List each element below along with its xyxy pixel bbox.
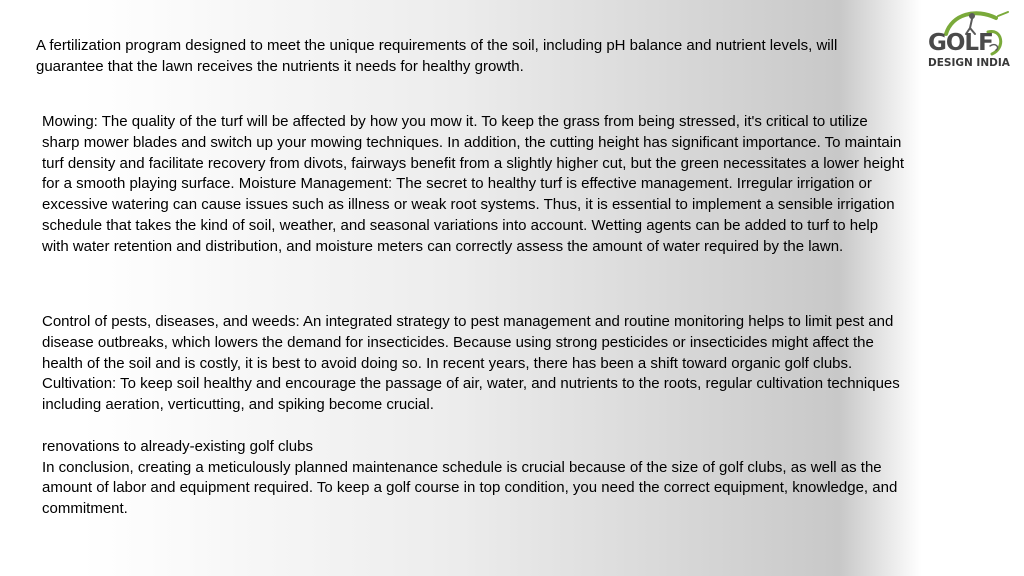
paragraph-pests-cultivation: Control of pests, diseases, and weeds: An integrated strategy to pest management and routine monitoring helps to limit pest and disease outbreaks, which lowers the demand for insecticides. Because using strong pesticides or insecticides might affect the health of the soil and is costly, it is best to avoid doing so. In recent years, there has been a shift toward organic golf clubs. Cultivation: To keep soil healthy and encourage the passage of air, water, and nutrients to the roots, regular cultivation techniques including aeration, verticutting, and spiking become crucial. renovations to already-existing golf clubs In conclusion, creating a meticulously planned maintenance schedule is crucial because of the size of golf clubs, as well as the amount of labor and equipment required. To keep a golf course in top condition, you need the correct equipment, knowledge, and commitment. — [42, 313, 900, 518]
logo-subline: DESIGN INDIA — [928, 57, 1010, 69]
paragraph-fertilization: A fertilization program designed to meet the unique requirements of the soil, including pH balance and nutrient levels, will guarantee that the lawn receives the nutrients it needs for healthy growth. — [36, 37, 838, 75]
golf-design-india-logo — [926, 8, 1018, 78]
logo-wordmark: GOLF — [928, 30, 993, 56]
paragraph-mowing: Mowing: The quality of the turf will be affected by how you mow it. To keep the grass from being stressed, it's critical to utilize sharp mower blades and switch up your mowing techniques. In addition, the cutting height has significant importance. To maintain turf density and facilitate recovery from divots, fairways benefit from a slightly higher cut, but the green necessitates a lower height for a smooth playing surface. Moisture Management: The secret to healthy turf is effective management. Irregular irrigation or excessive watering can cause issues such as illness or weak root systems. Thus, it is essential to implement a sensible irrigation schedule that takes the kind of soil, weather, and seasonal variations into account. Wetting agents can be added to turf to help with water retention and distribution, and moisture meters can correctly assess the amount of water required by the lawn. — [42, 113, 905, 255]
